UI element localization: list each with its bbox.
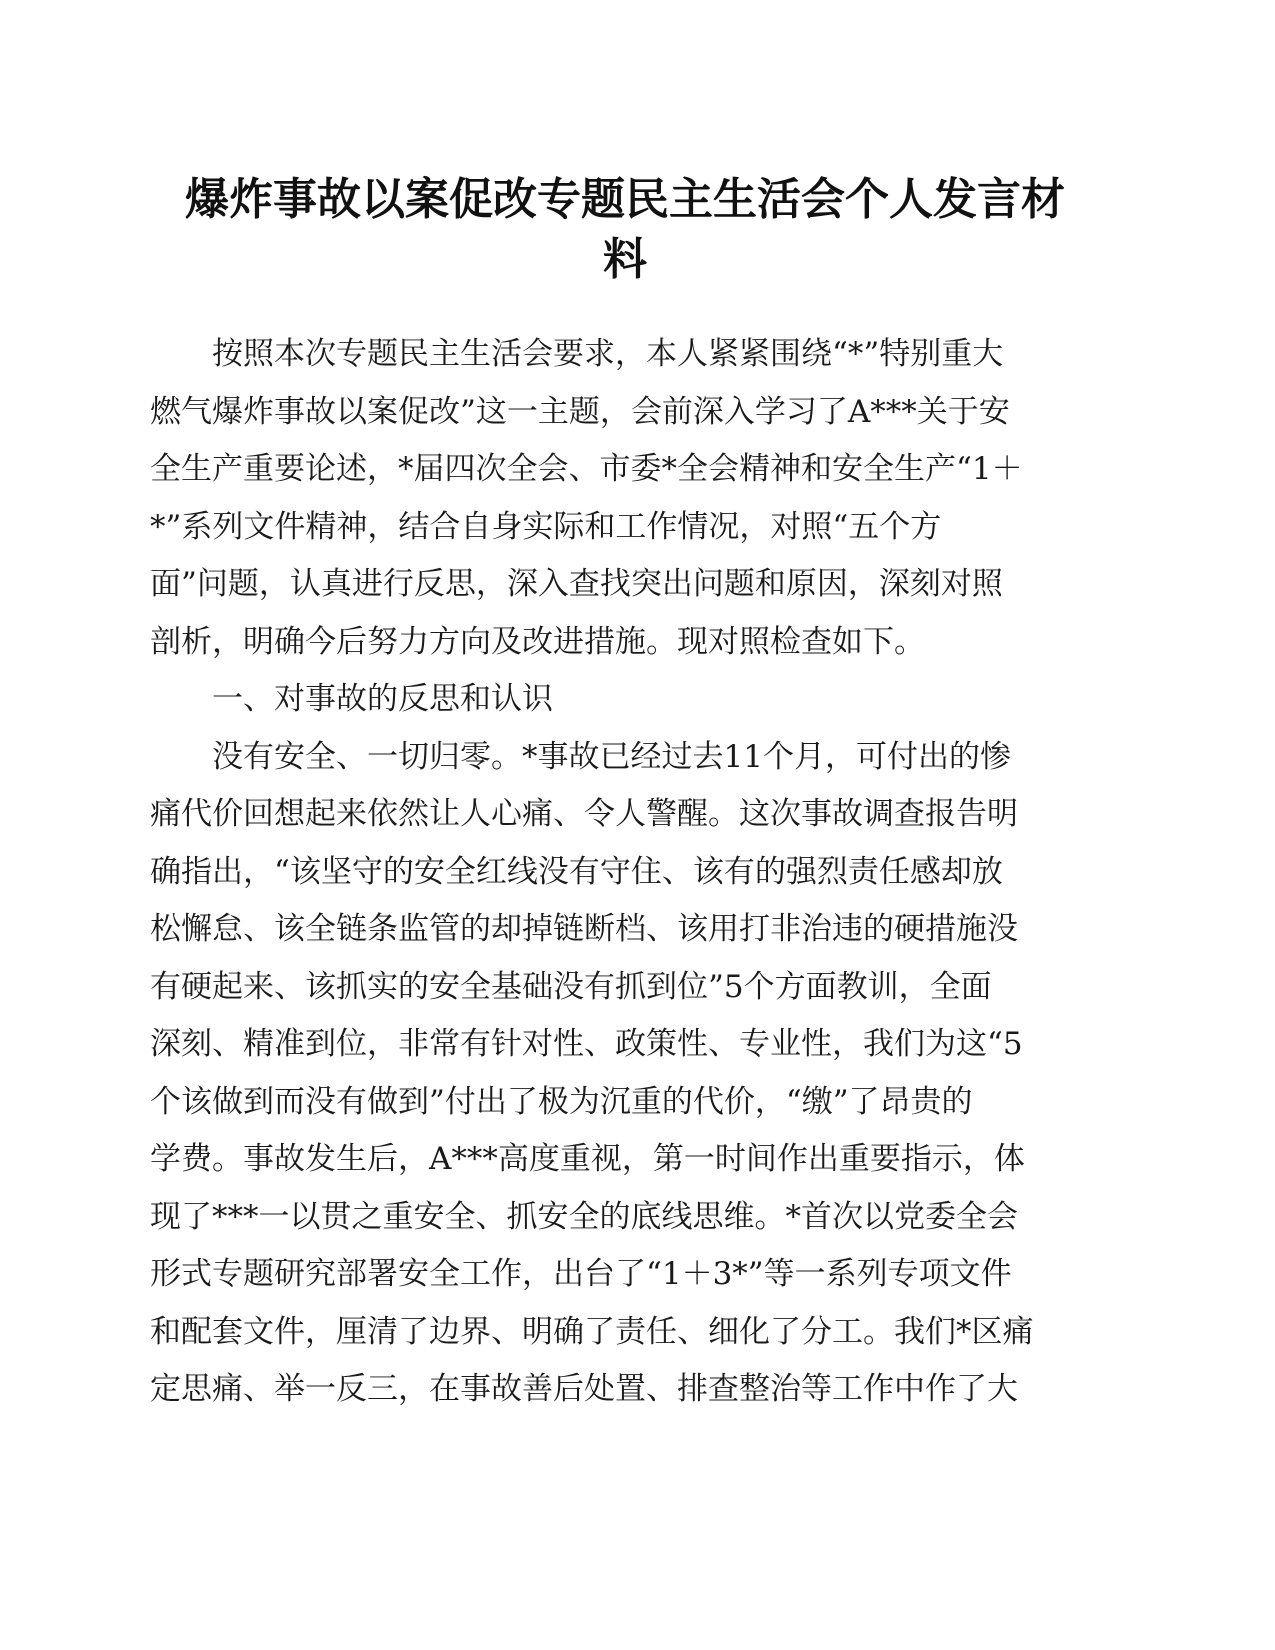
text-line: 确指出，“该坚守的安全红线没有守住、该有的强烈责任感却放 bbox=[150, 853, 1003, 890]
text-line: *”系列文件精神，结合自身实际和工作情况，对照“五个方 bbox=[150, 508, 942, 545]
text-line: 深刻、精准到位，非常有针对性、政策性、专业性，我们为这“5 bbox=[150, 1026, 1023, 1062]
section-heading: 一、对事故的反思和认识 bbox=[212, 681, 553, 717]
text-line: 剖析，明确今后努力方向及改进措施。现对照检查如下。 bbox=[150, 623, 925, 660]
text-line: 形式专题研究部署安全工作，出台了“1＋3*”等一系列专项文件 bbox=[150, 1256, 1012, 1292]
title-line-1: 爆炸事故以案促改专题民主生活会个人发言材 bbox=[185, 174, 1065, 225]
title-line-2: 料 bbox=[603, 234, 647, 285]
text-line: 没有安全、一切归零。*事故已经过去11个月，可付出的惨 bbox=[212, 738, 1011, 775]
text-line: 定思痛、举一反三，在事故善后处置、排查整治等工作中作了大 bbox=[150, 1371, 1018, 1407]
text-line: 痛代价回想起来依然让人心痛、令人警醒。这次事故调查报告明 bbox=[150, 796, 1018, 832]
text-line: 个该做到而没有做到”付出了极为沉重的代价，“缴”了昂贵的 bbox=[150, 1083, 973, 1120]
text-line: 燃气爆炸事故以案促改”这一主题，会前深入学习了A***关于安 bbox=[150, 393, 1010, 430]
text-line: 学费。事故发生后，A***高度重视，第一时间作出重要指示，体 bbox=[150, 1141, 1025, 1177]
text-line: 按照本次专题民主生活会要求，本人紧紧围绕“*”特别重大 bbox=[212, 336, 1004, 372]
document-body bbox=[150, 326, 1100, 1419]
text-line: 全生产重要论述，*届四次全会、市委*全会精神和安全生产“1＋ bbox=[150, 451, 1023, 487]
text-line: 和配套文件，厘清了边界、明确了责任、细化了分工。我们*区痛 bbox=[150, 1313, 1034, 1350]
text-line: 松懈怠、该全链条监管的却掉链断档、该用打非治违的硬措施没 bbox=[150, 911, 1018, 947]
text-line: 有硬起来、该抓实的安全基础没有抓到位”5个方面教训，全面 bbox=[150, 968, 992, 1005]
text-line: 面”问题，认真进行反思，深入查找突出问题和原因，深刻对照 bbox=[150, 566, 1003, 602]
paragraph-intro bbox=[150, 326, 1100, 671]
document-title bbox=[150, 170, 1100, 290]
text-line: 现了***一以贯之重安全、抓安全的底线思维。*首次以党委全会 bbox=[150, 1198, 1018, 1235]
paragraph-reflection bbox=[150, 729, 1100, 1419]
